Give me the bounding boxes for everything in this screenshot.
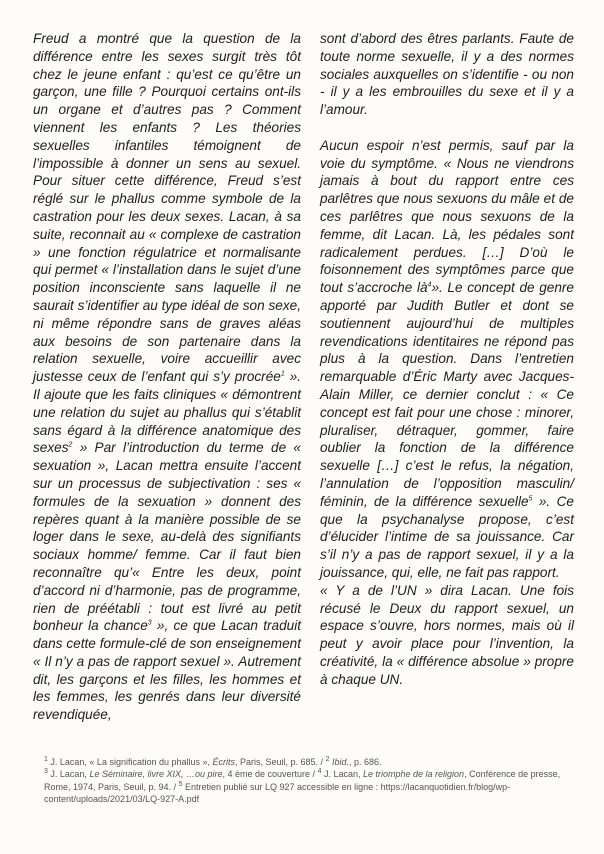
footnote-ref[interactable]: 4 — [427, 281, 432, 289]
footnote-number: 4 — [317, 768, 322, 776]
left-column — [33, 30, 301, 724]
paragraph: Freud a montré que la question de la différence entre les sexes surgit très tôt chez le jeune enfant : qu’est ce qu’être un garçon, une fille ? Pourquoi certains ont-ils un organe et d’autres pas ? Comment viennent les enfants ? Les théories sexuelles infantiles témoignent de l’impossible à donner un sens au sexuel. Pour situer cette différence, Freud s’est réglé sur le phallus comme symbole de la castration pour les deux sexes. Lacan, à sa suite, reconnait au « complexe de castration » une fonction régulatrice et normalisante qui permet « l’installation dans le sujet d’une position inconsciente sans laquelle il ne saurait s’identifier au type idéal de son sexe, ni même répondre sans de graves aléas aux besoins de son partenaire dans la relation sexuelle, voire accueillir avec justesse ceux de l’enfant qui s’y procrée$^1$ ». Il ajoute que les faits cliniques « démontrent une relation du sujet au phallus qui s’établit sans égard à la différence anatomique des sexes$^2$ » Par l’introduction du terme de « sexuation », Lacan mettra ensuite l’accent sur un processus de subjectivation : ses « formules de la sexuation » donnent des repères quant à la manière possible de se loger dans le sexe, au-delà des signifiants sociaux homme/ femme. Car il faut bien reconnaître qu’« Entre les deux, point d’accord ni d’harmonie, pas de programme, rien de préétabli : tout est livré au petit bonheur la chance$^3$ », ce que Lacan traduit dans cette formule-clé de son enseignement « Il n’y a pas de rapport sexuel ». Autrement dit, les garçons et les filles, les hommes et les femmes, les genrés dans leur diversité revendiquée, — [33, 31, 302, 723]
paragraph: Aucun espoir n’est permis, sauf par la voie du symptôme. « Nous ne viendrons jamais à bout du rapport entre ces parlêtres que nous sexuons du mâle et de ces parlêtres que nous sexuons de la femme, dit Lacan. Là, les pédales sont radicalement perdues. […] D’où le foisonnement des symptômes parce que tout s’accroche $là^4$». Le concept de genre apporté par Judith Butler et dont se soutiennent aujourd’hui de multiples revendications identitaires ne répond pas plus à la question. Dans l’entretien remarquable d’Éric Marty avec Jacques-Alain Miller, ce dernier conclut : « Ce concept est fait pour une chose : minorer, pluraliser, détraquer, gommer, faire oublier la fonction de la différence sexuelle […] c’est le refus, la négation, l’annulation de l’opposition masculin/ féminin, de la différence sexuelle$^5$ ». Ce que la psychanalyse propose, c’est d’élucider l’intime de sa jouissance. Car s’il n’y a pas de rapport sexuel, il y a la jouissance, qui, elle, ne fait pas rapport. — [320, 137, 574, 580]
footnote-number: 5 — [178, 780, 183, 788]
footnote-ref[interactable]: 3 — [147, 619, 152, 627]
footnote-ref[interactable]: 2 — [68, 441, 73, 449]
footnote-number: 2 — [325, 756, 330, 763]
footnote-ref[interactable]: 5 — [528, 495, 533, 503]
right-column — [320, 30, 574, 688]
footnote-number: 1 — [44, 756, 48, 763]
footnotes: $^1$ J. Lacan, « La signification du phallus », Écrits, Paris, Seuil, p. 685. / $^2$ Ibid., p. 686. $^3$ J. Lacan, Le Séminaire, livre XIX, …ou pire, 4 ème de couverture / $^4$ J. Lacan, Le triomphe de la religion, Conférence de presse, Rome, 1974, Paris, Seuil, p. 94. / $^5$ Entretien publié sur LQ 927 accessible en ligne : https://lacanquotidien.fr/blog/wp-content/uploads/2021/03/LQ-927-A.pdf — [44, 756, 561, 805]
footnote-ref[interactable]: 1 — [280, 370, 285, 378]
paragraph: « Y a de l’UN » dira Lacan. Une fois récusé le Deux du rapport sexuel, un espace s’ouvre, hors normes, mais où il peut y avoir place pour l’invention, la créativité, la « différence absolue » propre à chaque UN. — [320, 582, 574, 687]
footnote-number: 3 — [44, 768, 48, 776]
paragraph: sont d’abord des êtres parlants. Faute de toute norme sexuelle, il y a des normes sociales auxquelles on s’identifie - ou non - il y a les embrouilles du sexe et il y a l’amour. — [320, 31, 574, 118]
footnote-link[interactable]: Entretien publié sur LQ 927 accessible en ligne : https://lacanquotidien.fr/blog/wp-content/uploads/2021/03/LQ-927-A.pdf — [44, 781, 511, 805]
